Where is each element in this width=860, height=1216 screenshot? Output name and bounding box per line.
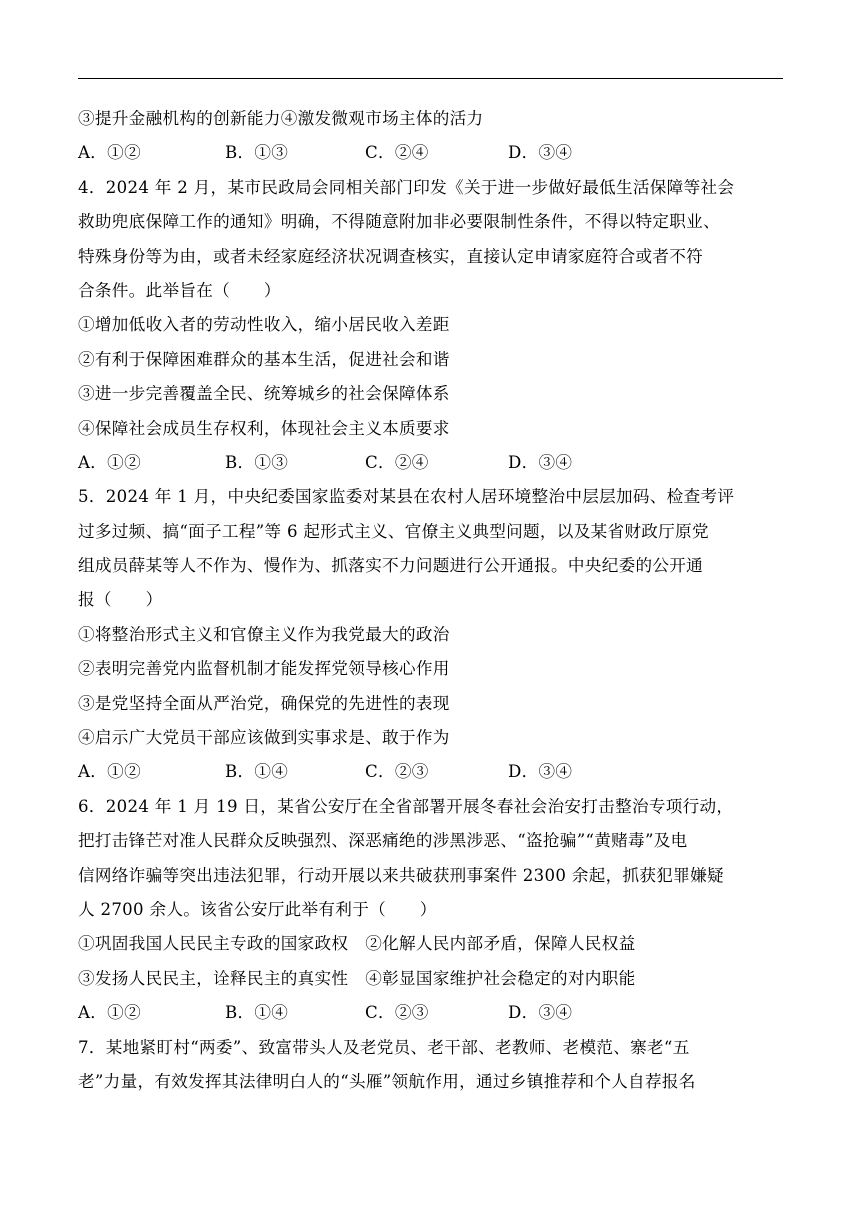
q5-option-c: C．②③ xyxy=(365,762,429,782)
q4-stem-line: 合条件。此举旨在（ ） xyxy=(78,280,281,300)
header-rule xyxy=(78,78,783,79)
q5-stem-line: 报（ ） xyxy=(78,590,163,610)
q4-option-c: C．②④ xyxy=(365,452,429,472)
q5-choice-3: ③是党坚持全面从严治党，确保党的先进性的表现 xyxy=(78,693,450,713)
q6-choice-row-1: ①巩固我国人民民主专政的国家政权 ②化解人民内部矛盾，保障人民权益 xyxy=(78,934,636,954)
q3-option-b: B．①③ xyxy=(225,143,289,163)
q6-stem-line: 6．2024 年 1 月 19 日，某省公安厅在全省部署开展冬春社会治安打击整治专项行动， xyxy=(78,796,734,816)
q5-stem-line: 过多过频、搞“面子工程”等 6 起形式主义、官僚主义典型问题，以及某省财政厅原党 xyxy=(78,521,709,541)
q4-option-d: D．③④ xyxy=(508,452,573,472)
q6-option-a: A．①② xyxy=(78,1003,141,1023)
exam-page-content xyxy=(78,102,790,1099)
q6-option-b: B．①④ xyxy=(225,1003,289,1023)
q6-choice-row-2: ③发扬人民民主，诠释民主的真实性 ④彰显国家维护社会稳定的对内职能 xyxy=(78,968,636,988)
q3-option-a: A．①② xyxy=(78,143,141,163)
q6-stem-line: 人 2700 余人。该省公安厅此举有利于（ ） xyxy=(78,899,437,919)
q3-option-d: D．③④ xyxy=(508,143,573,163)
q4-choice-4: ④保障社会成员生存权利，体现社会主义本质要求 xyxy=(78,418,450,438)
q5-choice-2: ②表明完善党内监督机制才能发挥党领导核心作用 xyxy=(78,659,450,679)
q6-option-d: D．③④ xyxy=(508,1003,573,1023)
q4-option-a: A．①② xyxy=(78,452,141,472)
q4-choice-3: ③进一步完善覆盖全民、统筹城乡的社会保障体系 xyxy=(78,384,450,404)
q4-options xyxy=(78,446,790,480)
q5-option-a: A．①② xyxy=(78,762,141,782)
q5-choice-1: ①将整治形式主义和官僚主义作为我党最大的政治 xyxy=(78,624,450,644)
q6-option-c: C．②③ xyxy=(365,1003,429,1023)
q3-option-c: C．②④ xyxy=(365,143,429,163)
q3-choice-line: ③提升金融机构的创新能力④激发微观市场主体的活力 xyxy=(78,109,484,128)
q4-stem-line: 救助兜底保障工作的通知》明确，不得随意附加非必要限制性条件，不得以特定职业、 xyxy=(78,212,720,232)
q5-options xyxy=(78,755,790,789)
q4-stem-line: 特殊身份等为由，或者未经家庭经济状况调查核实，直接认定申请家庭符合或者不符 xyxy=(78,246,704,266)
q4-choice-2: ②有利于保障困难群众的基本生活，促进社会和谐 xyxy=(78,349,450,369)
q7-stem-line: 老”力量，有效发挥其法律明白人的“头雁”领航作用，通过乡镇推荐和个人自荐报名 xyxy=(78,1071,696,1091)
q5-option-b: B．①④ xyxy=(225,762,289,782)
q5-option-d: D．③④ xyxy=(508,762,573,782)
q6-stem-line: 把打击锋芒对准人民群众反映强烈、深恶痛绝的涉黑涉恶、“盗抢骗”“黄赌毒”及电 xyxy=(78,831,688,851)
q4-stem-line: 4．2024 年 2 月，某市民政局会同相关部门印发《关于进一步做好最低生活保障等社会 xyxy=(78,177,735,197)
q5-stem-line: 组成员薛某等人不作为、慢作为、抓落实不力问题进行公开通报。中央纪委的公开通 xyxy=(78,556,704,576)
q7-stem-line: 7．某地紧盯村“两委”、致富带头人及老党员、老干部、老教师、老模范、寨老“五 xyxy=(78,1037,690,1057)
q6-options xyxy=(78,996,790,1030)
q5-choice-4: ④启示广大党员干部应该做到实事求是、敢于作为 xyxy=(78,728,450,748)
q6-stem-line: 信网络诈骗等突出违法犯罪，行动开展以来共破获刑事案件 2300 余起，抓获犯罪嫌疑 xyxy=(78,865,724,885)
q4-choice-1: ①增加低收入者的劳动性收入，缩小居民收入差距 xyxy=(78,315,450,335)
q5-stem-line: 5．2024 年 1 月，中央纪委国家监委对某县在农村人居环境整治中层层加码、检查考评 xyxy=(78,487,735,507)
q4-option-b: B．①③ xyxy=(225,452,289,472)
q3-options xyxy=(78,136,790,170)
